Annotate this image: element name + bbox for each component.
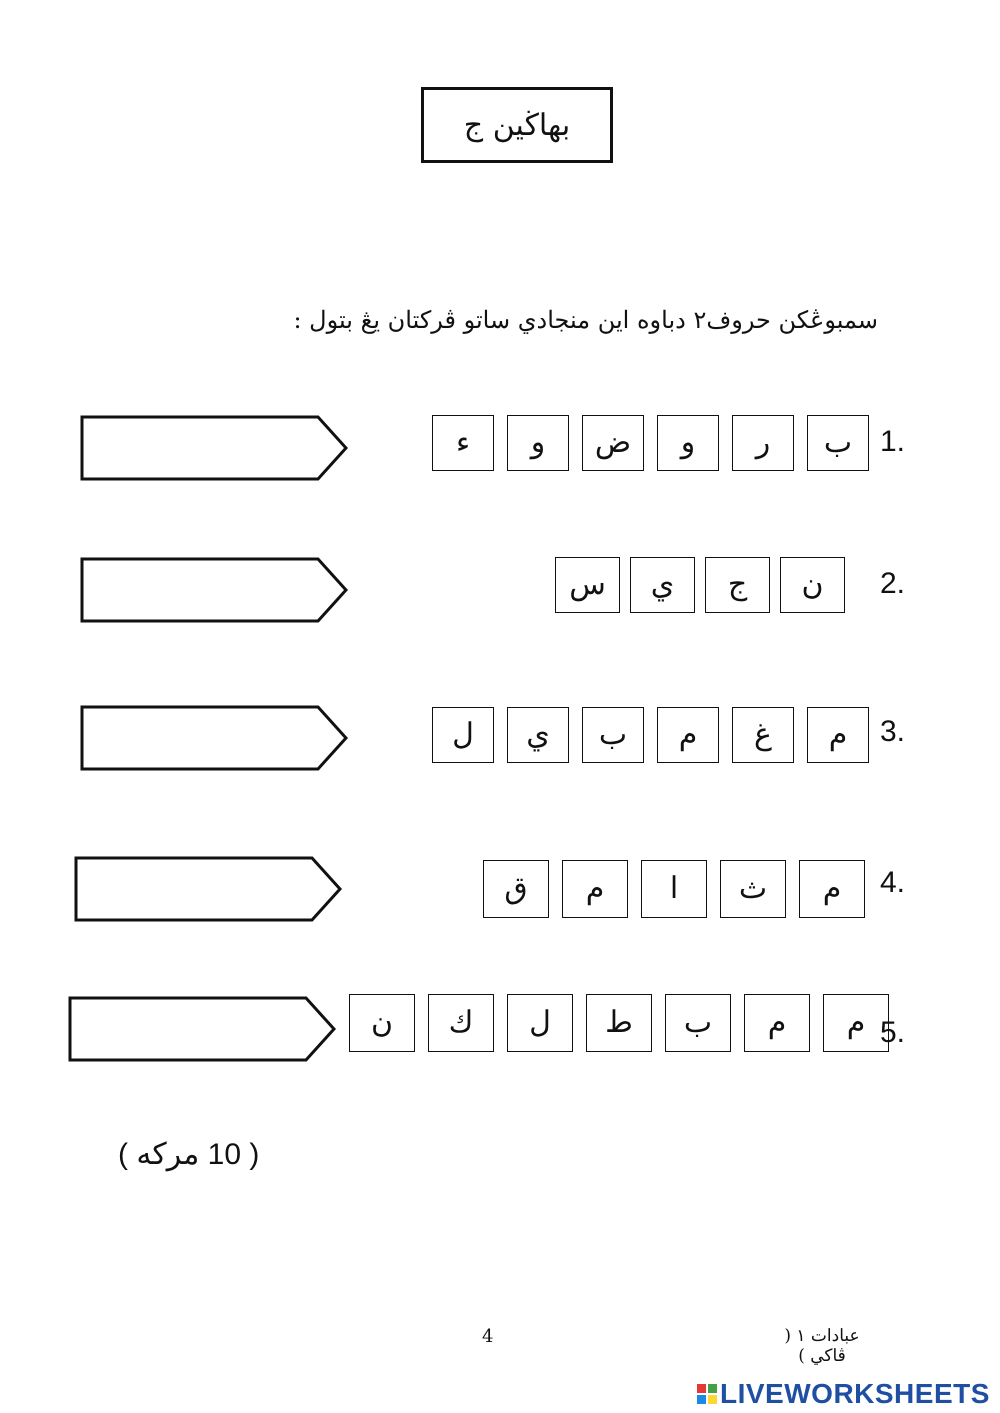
question-row-5	[0, 996, 1000, 1066]
instruction-text: سمبوڠكن حروف٢ دباوه اين منجادي ساتو ڤركتان يڠ بتول :	[293, 306, 878, 334]
question-number: 5.	[880, 1016, 906, 1049]
question-number: 1.	[880, 425, 906, 458]
letter-box: م	[562, 860, 628, 918]
letter-box: ث	[720, 860, 786, 918]
letter-box: ن	[349, 994, 415, 1052]
answer-arrow-field-5[interactable]	[68, 996, 348, 1062]
letter-box: ي	[630, 557, 695, 613]
letter-box: م	[807, 707, 869, 763]
letter-box: م	[657, 707, 719, 763]
letter-box: م	[799, 860, 865, 918]
letter-box: م	[744, 994, 810, 1052]
logo-text: LIVEWORKSHEETS	[720, 1378, 990, 1409]
letter-box: ط	[586, 994, 652, 1052]
letter-box: و	[507, 415, 569, 471]
letter-box: ء	[432, 415, 494, 471]
question-row-4	[0, 856, 1000, 926]
letter-box: س	[555, 557, 620, 613]
question-number: 4.	[880, 866, 906, 899]
answer-arrow-field-2[interactable]	[80, 557, 360, 623]
section-title: بهاڬين ج	[421, 87, 613, 163]
question-row-1	[0, 415, 1000, 485]
letter-box: ل	[432, 707, 494, 763]
logo-square	[697, 1395, 706, 1404]
letter-box: ق	[483, 860, 549, 918]
letter-boxes-3	[432, 707, 869, 767]
letter-boxes-5	[349, 994, 889, 1054]
letter-boxes-1	[432, 415, 869, 475]
question-row-3	[0, 705, 1000, 775]
letter-box: ب	[665, 994, 731, 1052]
logo-square	[697, 1384, 706, 1393]
logo-squares-icon	[697, 1384, 717, 1404]
question-number: 3.	[880, 715, 906, 748]
letter-box: ي	[507, 707, 569, 763]
logo-square	[708, 1384, 717, 1393]
letter-box: و	[657, 415, 719, 471]
letter-box: ب	[807, 415, 869, 471]
letter-box: ا	[641, 860, 707, 918]
page-number: 4	[482, 1326, 494, 1347]
answer-arrow-field-3[interactable]	[80, 705, 360, 771]
answer-arrow-field-4[interactable]	[74, 856, 354, 922]
footer-subject: عبادات ١ ( ڤاكي )	[784, 1326, 860, 1366]
letter-box: ر	[732, 415, 794, 471]
letter-box: ض	[582, 415, 644, 471]
letter-box: م	[823, 994, 889, 1052]
letter-box: غ	[732, 707, 794, 763]
question-row-2	[0, 557, 1000, 627]
letter-box: ل	[507, 994, 573, 1052]
letter-box: ن	[780, 557, 845, 613]
question-number: 2.	[880, 567, 906, 600]
marks-label: ( 10 مركه )	[118, 1138, 260, 1171]
letter-box: ك	[428, 994, 494, 1052]
letter-boxes-4	[483, 860, 865, 920]
liveworksheets-logo	[697, 1380, 990, 1408]
letter-boxes-2	[555, 557, 845, 617]
logo-square	[708, 1395, 717, 1404]
letter-box: ج	[705, 557, 770, 613]
letter-box: ب	[582, 707, 644, 763]
answer-arrow-field-1[interactable]	[80, 415, 360, 481]
